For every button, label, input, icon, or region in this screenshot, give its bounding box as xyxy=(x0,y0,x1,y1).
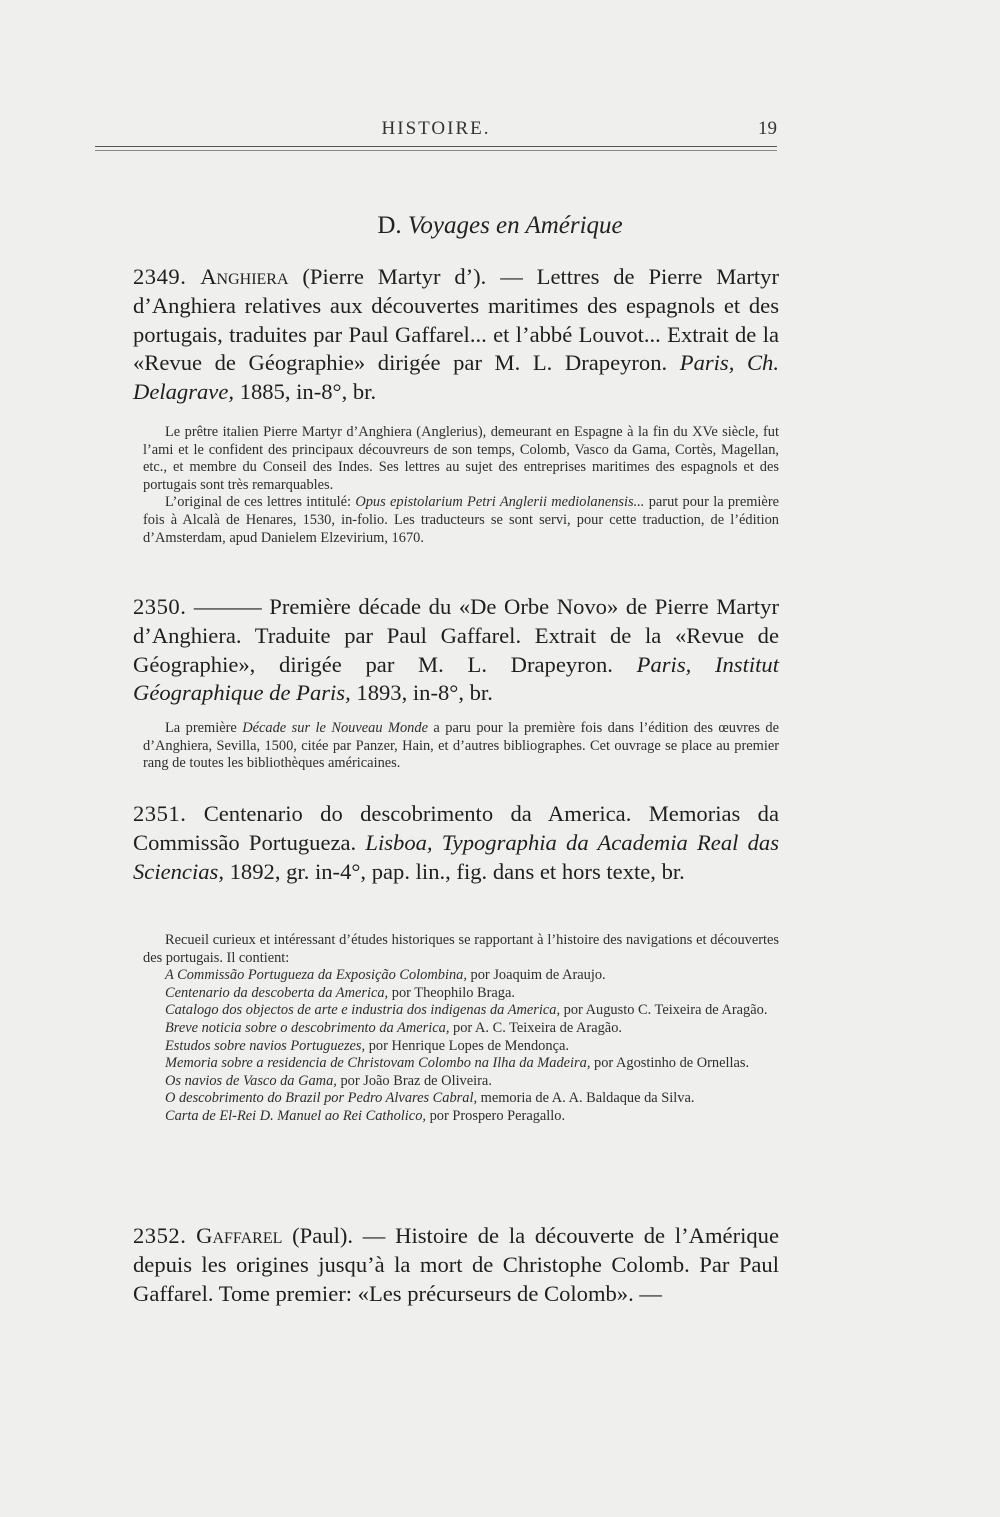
note-text-end: parut pour la première fois à Alcalà de Henares, 1530, in-folio. Les traducteurs se sont servi, pour cette traduction, de l’édition d’Amsterdam, apud Danielem Elzevirium, 1670. xyxy=(143,494,779,546)
note-title: Opus epistolarium Petri Anglerii mediolanensis... xyxy=(355,494,645,511)
entry-text: (Pierre Martyr d’). — Lettres de Pierre Martyr d’Anghiera relatives aux découvertes maritimes des espagnols et des portugais, traduites par Paul Gaffarel... et l’abbé Louvot... Extrait de la «Revue de Géographie» dirigée par M. L. Drapeyron. xyxy=(133,264,779,376)
entry-number: 2351. xyxy=(133,801,187,826)
note-2351 xyxy=(143,932,779,1126)
header-rule xyxy=(95,146,777,147)
list-item: Carta de El-Rei D. Manuel ao Rei Catholico, por Prospero Peragallo. xyxy=(165,1107,566,1124)
note-paragraph xyxy=(143,720,779,773)
entry-imprint: Lisboa, Typographia da Academia Real das Sciencias, xyxy=(133,829,779,884)
entry-text: (Paul). — Histoire de la découverte de l’Amérique depuis les origines jusqu’à la mort de Christophe Colomb. Par Paul Gaffarel. Tome premier: «Les précurseurs de Colomb». — xyxy=(133,1223,779,1306)
entry-number: 2352. xyxy=(133,1223,187,1248)
header-rule-thin xyxy=(95,150,777,151)
contents-list xyxy=(143,967,779,1125)
note-text: La première xyxy=(165,720,243,736)
entry-number: 2349. xyxy=(133,264,187,289)
list-item: Estudos sobre navios Portuguezes, por Henrique Lopes de Mendonça. xyxy=(165,1037,569,1054)
entry-number: 2350. xyxy=(133,594,187,619)
section-heading xyxy=(0,212,1000,240)
entry-2349 xyxy=(133,263,779,407)
list-item: Memoria sobre a residencia de Christovam Colombo na Ilha da Madeira, por Agostinho de Ornellas. xyxy=(165,1055,750,1072)
entry-author: Anghiera xyxy=(200,264,289,289)
list-item: O descobrimento do Brazil por Pedro Alvares Cabral, memoria de A. A. Baldaque da Silva. xyxy=(165,1090,695,1107)
running-head xyxy=(95,118,777,154)
entry-dash: ——— xyxy=(186,594,270,619)
entry-2350 xyxy=(133,593,779,708)
note-paragraph: Le prêtre italien Pierre Martyr d’Anghiera (Anglerius), demeurant en Espagne à la fin du XVe siècle, fut l’ami et le confident des principaux découvreurs de son temps, Colomb, Vasco da Gama, Cortès, Magellan, etc., et membre du Conseil des Indes. Ses lettres au sujet des entreprises maritimes des espagnols et des portugais sont très remarquables. xyxy=(143,424,779,493)
note-text: L’original de ces lettres intitulé: xyxy=(165,494,356,511)
entry-text: Première décade du «De Orbe Novo» de Pierre Martyr d’Anghiera. Traduite par Paul Gaffarel. Extrait de la «Revue de Géographie», dirigée par M. L. Drapeyron. xyxy=(133,594,779,677)
running-head-title: HISTOIRE. xyxy=(381,118,491,139)
entry-imprint: Paris, Institut Géographique de Paris, xyxy=(133,651,779,706)
note-text-end: a paru pour la première fois dans l’édition des œuvres de d’Anghiera, Sevilla, 1500, citée par Panzer, Hain, et d’autres bibliographes. Cet ouvrage se place au premier rang de toutes les bibliothèques américaines. xyxy=(143,720,780,772)
entry-2352 xyxy=(133,1222,779,1308)
entry-text: Centenario do descobrimento da America. Memorias da Commissão Portugueza. xyxy=(133,801,779,855)
note-2349 xyxy=(143,424,779,547)
note-intro: Recueil curieux et intéressant d’études historiques se rapportant à l’histoire des navigations et découvertes des portugais. Il contient: xyxy=(143,932,779,966)
entry-text-end: 1885, in-8°, br. xyxy=(234,379,377,405)
entry-2351 xyxy=(133,800,779,886)
note-title: Décade sur le Nouveau Monde xyxy=(242,720,428,736)
note-2350 xyxy=(143,720,779,773)
list-item: Catalogo dos objectos de arte e industria dos indigenas da America, por Augusto C. Teixeira de Aragão. xyxy=(165,1002,768,1019)
list-item: A Commissão Portugueza da Exposição Colombina, por Joaquim de Araujo. xyxy=(165,967,606,984)
list-item: Breve noticia sobre o descobrimento da America, por A. C. Teixeira de Aragão. xyxy=(165,1019,622,1036)
list-item: Os navios de Vasco da Gama, por João Braz de Oliveira. xyxy=(165,1072,492,1089)
note-paragraph-2 xyxy=(143,494,779,547)
entry-author: Gaffarel xyxy=(196,1223,283,1248)
entry-text-end: 1892, gr. in-4°, pap. lin., fig. dans et hors texte, br. xyxy=(223,858,685,884)
entry-text-end: 1893, in-8°, br. xyxy=(350,680,493,706)
entry-imprint: Paris, Ch. Delagrave, xyxy=(133,350,779,405)
section-letter: D. xyxy=(377,212,402,239)
list-item: Centenario da descoberta da America, por Theophilo Braga. xyxy=(165,984,515,1001)
page-number: 19 xyxy=(758,118,777,139)
section-title: Voyages en Amérique xyxy=(407,212,623,239)
